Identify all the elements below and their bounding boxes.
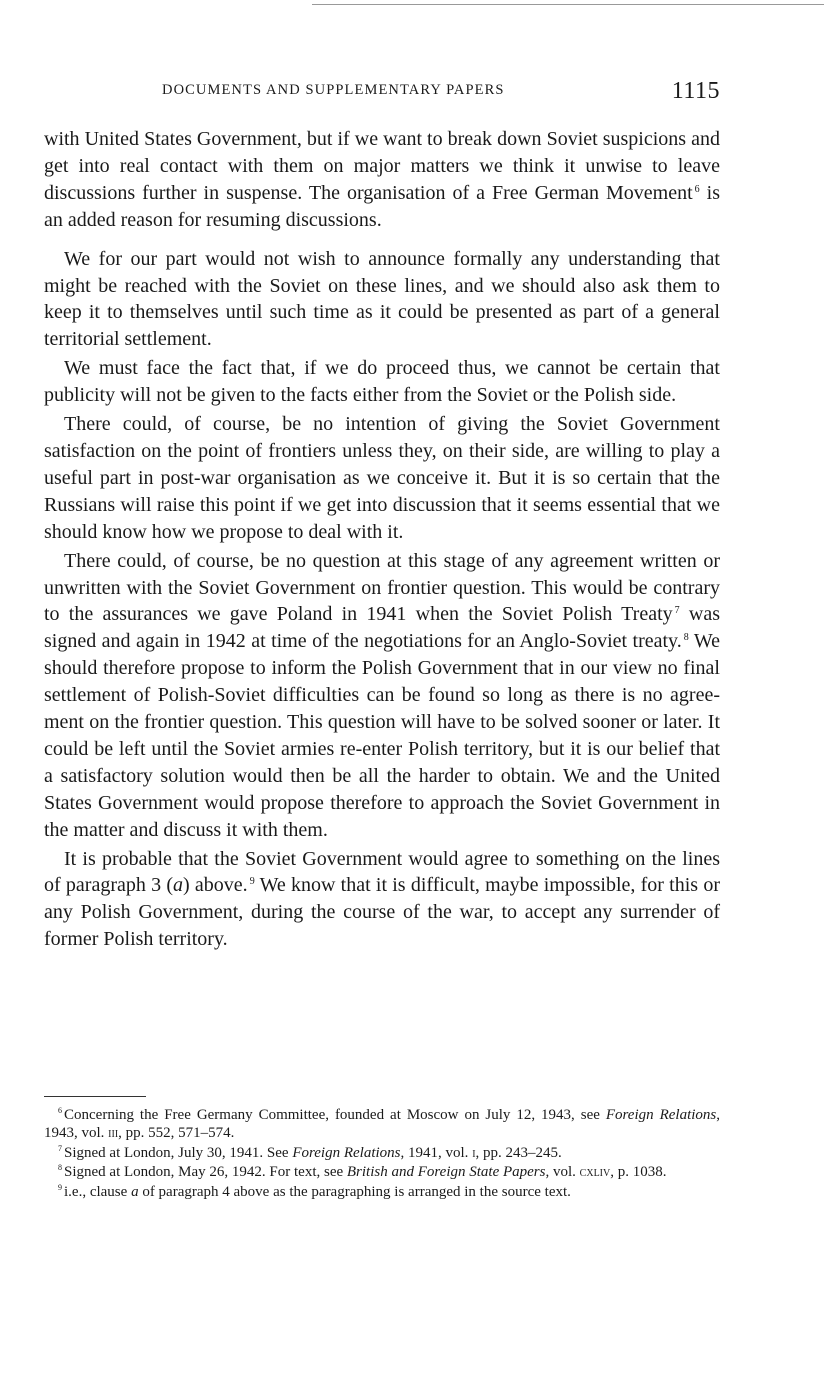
footnote-mark: 6: [58, 1106, 62, 1115]
footnote-6: [44, 1106, 720, 1144]
footnote-mark: 9: [58, 1182, 62, 1192]
footnote-mark: 8: [58, 1163, 62, 1173]
footnote-mark: 7: [58, 1143, 62, 1153]
footnote-7: [44, 1144, 720, 1163]
footnote-volume: cxliv: [579, 1165, 611, 1181]
footnote-italic: Foreign Relations: [605, 1107, 717, 1123]
paragraph-1: [44, 126, 720, 234]
footnote-ref-6: 6: [694, 183, 700, 195]
footnote-text: , 1943, vol.: [44, 1107, 720, 1142]
paragraph-6-italic: a: [173, 874, 184, 897]
footnote-italic: Foreign Relations: [292, 1144, 401, 1161]
footnote-volume: iii: [108, 1126, 119, 1142]
running-title: DOCUMENTS AND SUPPLEMENTARY PAPERS: [162, 82, 505, 98]
footnote-text: i.e., clause: [64, 1183, 132, 1200]
paragraph-5-text-a: There could, of course, be no question at this stage of any agreement written or unwritten with the Soviet Government on frontier question. This would be contrary to the assurances we gave Poland in 1941 when the Soviet Polish Treaty: [44, 549, 720, 626]
footnote-ref-9: 9: [249, 876, 255, 888]
paragraph-4: There could, of course, be no intention of giving the Soviet Government satisfaction on the point of frontiers unless they, on their side, are willing to play a useful part in post-war organisation as we conceive it. But it is so certain that the Russians will raise this point if we get into discussion that it seems essential that we should know how we propose to deal with it.: [44, 413, 720, 543]
footnote-text: Concerning the Free Germany Committee, founded at Moscow on July 12, 1943, see: [64, 1107, 606, 1123]
footnote-ref-7: 7: [674, 605, 680, 617]
paragraph-6-text-a: It is probable that the Soviet Government would agree to something on the lines of paragraph 3 (: [44, 847, 720, 897]
paragraph-6-text-c: We know that it is difficult, maybe impossible, for this or any Polish Government, during the course of the war, to accept any surrender of former Polish territory.: [44, 874, 720, 951]
paragraph-5-text-c: We should therefore propose to inform the Polish Government that in our view no final settlement of Polish-Soviet difficulties can be found so long as there is no agreement on the frontier question. This question will have to be solved sooner or later. It could be left until the Soviet armies re-enter Polish territory, but it is our belief that a satisfactory solution would then be all the harder to obtain. We and the United States Government would propose therefore to approach the Soviet Government in the matter and discuss it with them.: [44, 630, 720, 841]
footnotes: [44, 1106, 720, 1201]
footnote-text: Signed at London, May 26, 1942. For text, see: [64, 1164, 347, 1181]
footnote-italic: British and Foreign State Papers: [346, 1164, 546, 1181]
footnote-text: , 1941, vol.: [400, 1144, 473, 1161]
paragraph-6: [44, 846, 720, 954]
paragraph-1-end: is an added reason for resuming discussions.: [44, 181, 721, 231]
footnote-8: [44, 1163, 720, 1182]
footnote-text: , vol.: [545, 1164, 580, 1181]
paragraph-5-text-b: was signed and again in 1942 at time of the negotiations for an Anglo-Soviet treaty.: [44, 603, 720, 653]
footnote-9: [44, 1183, 720, 1201]
paragraph-6-text-b: ) above.: [183, 874, 248, 897]
paragraph-2: We for our part would not wish to announce formally any understanding that might be reached with the Soviet on these lines, and we should also ask them to keep it to themselves until such time as it could be presented as part of a general territorial settlement.: [44, 247, 720, 351]
running-head: [44, 78, 720, 114]
footnote-ref-8: 8: [683, 632, 689, 644]
footnote-text: , p. 1038.: [610, 1164, 667, 1181]
footnote-text: Signed at London, July 30, 1941. See: [64, 1144, 293, 1161]
body-text: [44, 126, 720, 953]
page-number: 1115: [671, 78, 720, 104]
paragraph-5: [44, 548, 720, 844]
footnote-text: , pp. 552, 571–574.: [118, 1125, 235, 1142]
paragraph-1-text: with United States Government, but if we want to break down Soviet suspicions and get into real contact with them on major matters we think it unwise to leave discussions further in suspense. The organisation of a Free German Movement: [44, 128, 720, 204]
footnote-rule: [44, 1096, 146, 1097]
top-rule: [312, 4, 824, 5]
paragraph-3: We must face the fact that, if we do proceed thus, we cannot be certain that publicity will not be given to the facts either from the Soviet or the Polish side.: [44, 357, 720, 407]
footnote-volume: i: [472, 1145, 476, 1161]
footnote-text: , pp. 243–245.: [475, 1144, 562, 1161]
footnote-italic: a: [131, 1183, 139, 1200]
footnote-text: of paragraph 4 above as the paragraphing is arranged in the source text.: [138, 1183, 571, 1200]
